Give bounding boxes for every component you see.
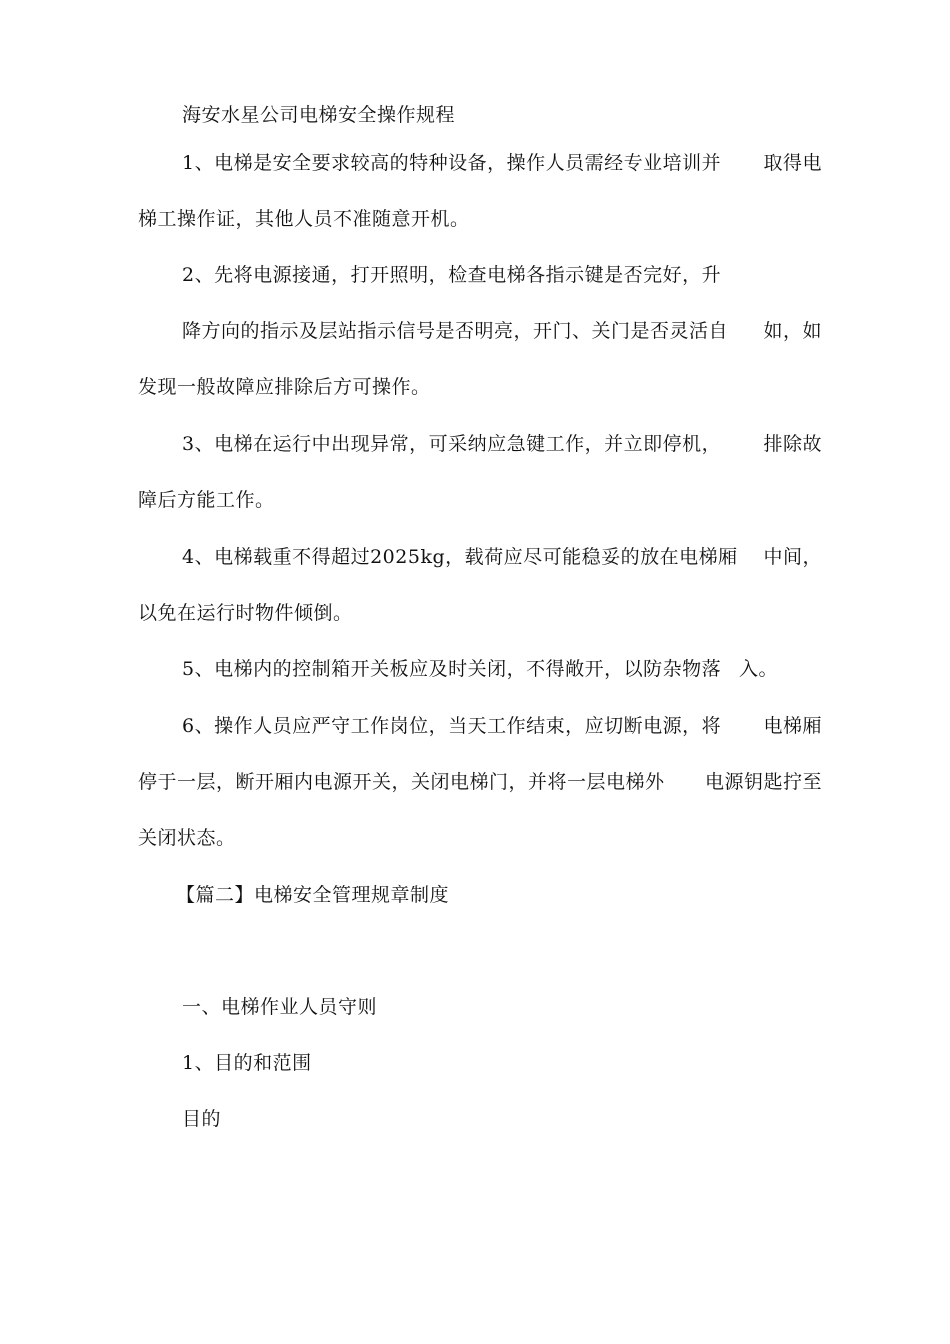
paragraph-5-text-a: 5、电梯内的控制箱开关板应及时关闭，不得敞开，以防杂物落 — [182, 658, 722, 680]
paragraph-2-line-1: 2、先将电源接通，打开照明，检查电梯各指示键是否完好，升 — [182, 264, 722, 286]
paragraph-6-text-d: 电源钥匙拧至 — [704, 771, 822, 793]
paragraph-6-text-c: 停于一层，断开厢内电源开关，关闭电梯门，并将一层电梯外 — [138, 771, 665, 793]
paragraph-1-line-1 — [182, 151, 822, 175]
paragraph-1-line-2: 梯工操作证，其他人员不准随意开机。 — [138, 208, 470, 230]
paragraph-4-line-2: 以免在运行时物件倾倒。 — [138, 602, 353, 624]
paragraph-5-line-1 — [182, 657, 778, 681]
paragraph-1-text-b: 取得电 — [763, 152, 822, 174]
paragraph-1-text-a: 1、电梯是安全要求较高的特种设备，操作人员需经专业培训并 — [182, 152, 722, 174]
paragraph-6-text-b: 电梯厢 — [763, 715, 822, 737]
paragraph-2-line-2 — [182, 319, 822, 343]
paragraph-3-text-b: 排除故 — [763, 433, 822, 455]
paragraph-6-line-2 — [138, 770, 822, 794]
paragraph-3-text-a: 3、电梯在运行中出现异常，可采纳应急键工作，并立即停机， — [182, 433, 722, 455]
paragraph-3-line-2: 障后方能工作。 — [138, 489, 275, 511]
paragraph-6-line-3: 关闭状态。 — [138, 827, 236, 849]
paragraph-2-text-a: 降方向的指示及层站指示信号是否明亮，开门、关门是否灵活自 — [182, 320, 729, 342]
subheading-purpose: 目的 — [182, 1108, 222, 1130]
paragraph-4-text-a: 4、电梯载重不得超过2025kg，载荷应尽可能稳妥的放在电梯厢 — [182, 546, 738, 568]
paragraph-2-line-3: 发现一般故障应排除后方可操作。 — [138, 376, 431, 398]
paragraph-2-text-b: 如，如 — [763, 320, 822, 342]
paragraph-6-text-a: 6、操作人员应严守工作岗位，当天工作结束，应切断电源，将 — [182, 715, 722, 737]
paragraph-6-line-1 — [182, 714, 822, 738]
paragraph-5-text-b: 入。 — [738, 658, 778, 680]
paragraph-4-text-b: 中间， — [763, 546, 822, 568]
paragraph-4-line-1 — [182, 545, 822, 569]
paragraph-3-line-1 — [182, 432, 822, 456]
heading-1: 一、电梯作业人员守则 — [182, 996, 378, 1018]
section-2-title: 【篇二】电梯安全管理规章制度 — [176, 884, 450, 906]
document-title: 海安水星公司电梯安全操作规程 — [182, 104, 456, 126]
heading-1-1: 1、目的和范围 — [182, 1052, 312, 1074]
